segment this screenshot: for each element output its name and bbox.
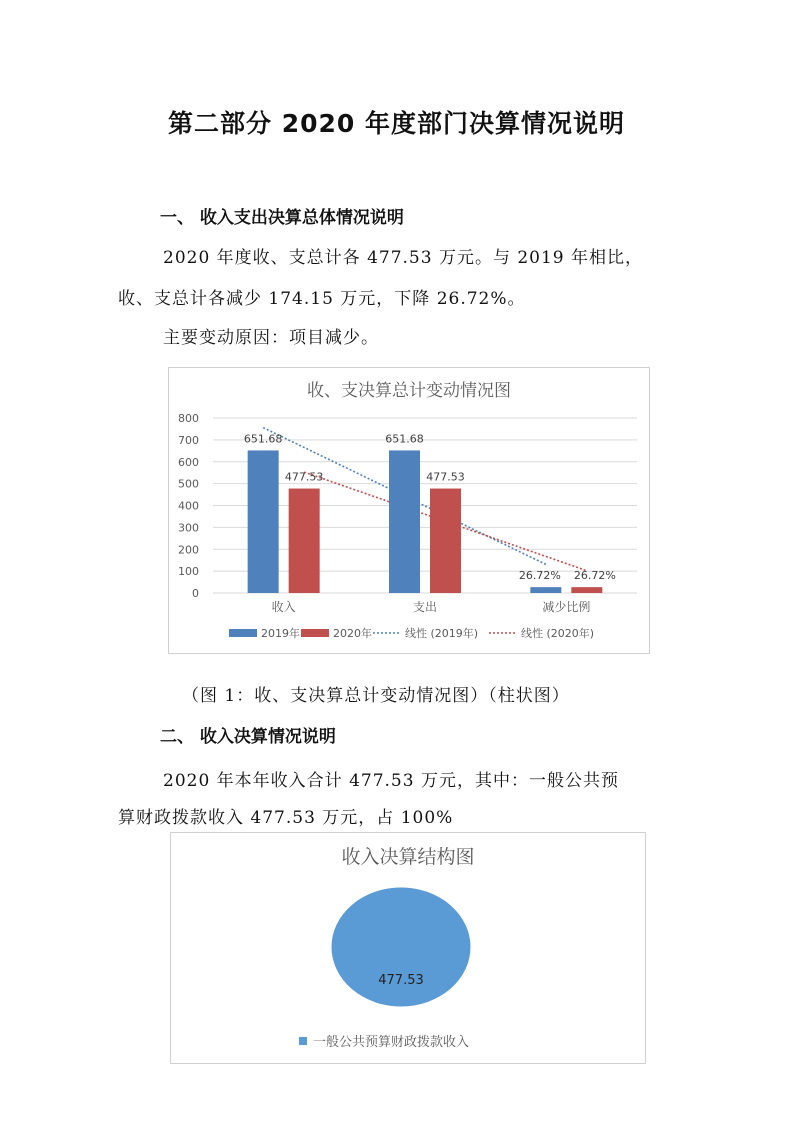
data-label: 26.72% [518, 569, 561, 583]
pie-chart [171, 833, 645, 1063]
y-tick-label: 500 [178, 477, 199, 491]
bar-chart [169, 368, 649, 653]
figure-caption: （图 1：收、支决算总计变动情况图）（柱状图） [182, 686, 570, 706]
y-tick-label: 400 [178, 499, 199, 513]
pie-chart-title: 收入决算结构图 [341, 846, 475, 868]
data-label: 477.53 [284, 470, 324, 484]
x-tick-label: 收入 [271, 600, 296, 614]
data-label: 26.72% [573, 569, 616, 583]
pie-slice [331, 887, 471, 1007]
bar [530, 587, 561, 593]
section-heading-2: 二、 收入决算情况说明 [160, 727, 336, 747]
data-label: 651.68 [385, 432, 424, 446]
y-tick-label: 200 [178, 543, 199, 557]
paragraph-line: 算财政拨款收入 477.53 万元，占 100% [118, 808, 454, 828]
bar [430, 489, 461, 593]
pie-chart-frame [170, 832, 646, 1064]
y-tick-label: 800 [178, 412, 199, 425]
bar [571, 587, 602, 593]
legend-label: 线性 (2019年) [405, 627, 479, 640]
y-tick-label: 700 [178, 433, 199, 447]
bar-chart-frame [168, 367, 650, 654]
paragraph-line: 2020 年本年收入合计 477.53 万元，其中：一般公共预 [163, 771, 619, 791]
legend-label: 2020年 [333, 627, 372, 640]
y-tick-label: 600 [178, 455, 199, 469]
legend-label: 一般公共预算财政拨款收入 [313, 1035, 470, 1050]
data-label: 651.68 [243, 432, 283, 446]
x-tick-label: 支出 [412, 600, 438, 614]
y-tick-label: 0 [192, 587, 199, 600]
x-tick-label: 减少比例 [542, 600, 591, 614]
paragraph-line: 2020 年度收、支总计各 477.53 万元。与 2019 年相比， [163, 248, 644, 268]
pie-data-label: 477.53 [378, 973, 424, 989]
page-title: 第二部分 2020 年度部门决算情况说明 [168, 109, 625, 138]
y-tick-label: 300 [178, 521, 199, 535]
legend-label: 2019年 [261, 627, 300, 640]
paragraph-line: 收、支总计各减少 174.15 万元，下降 26.72%。 [118, 289, 526, 309]
section-heading-1: 一、 收入支出决算总体情况说明 [160, 208, 404, 228]
bar [389, 450, 420, 593]
legend-label: 线性 (2020年) [521, 627, 595, 640]
bar [289, 489, 320, 593]
bar-chart-title: 收、支决算总计变动情况图 [307, 381, 511, 401]
y-tick-label: 100 [178, 565, 199, 579]
legend-swatch [301, 629, 329, 637]
data-label: 477.53 [426, 470, 465, 484]
paragraph-line: 主要变动原因：项目减少。 [163, 328, 379, 348]
bar [248, 450, 279, 593]
legend-swatch [299, 1037, 307, 1045]
legend-swatch [229, 629, 257, 637]
